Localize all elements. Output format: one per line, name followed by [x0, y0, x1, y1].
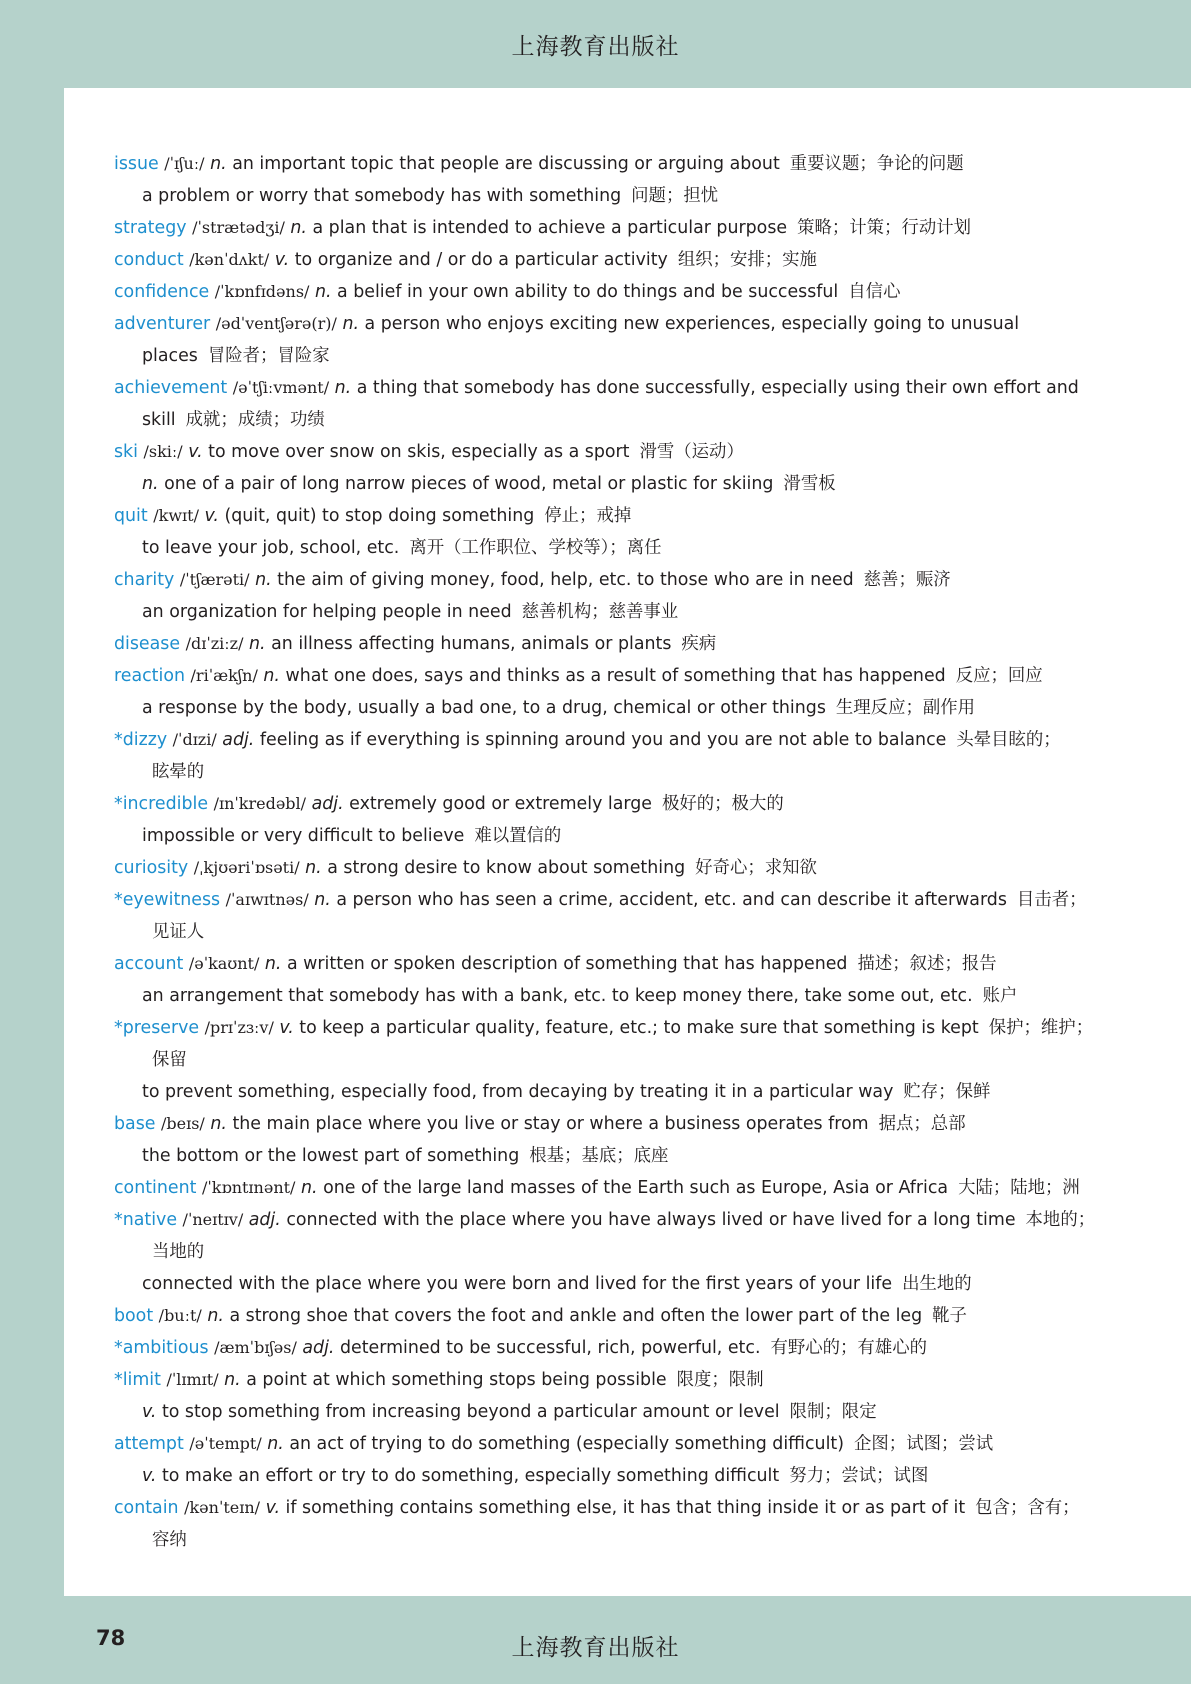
vocab-entry — [114, 244, 1124, 276]
headword: disease — [114, 634, 181, 654]
vocab-entry — [114, 1108, 1124, 1140]
vocab-entry — [114, 788, 1124, 820]
chinese-translation: 靴子 — [932, 1306, 967, 1326]
headword: *incredible — [114, 794, 209, 814]
chinese-translation: 自信心 — [848, 282, 901, 302]
part-of-speech: adj. — [311, 794, 344, 814]
vocabulary-list — [114, 148, 1124, 1556]
definition: connected with the place where you were born and lived for the first years of your life — [142, 1274, 893, 1294]
part-of-speech: adj. — [222, 730, 255, 750]
vocab-entry — [114, 628, 1124, 660]
part-of-speech: n. — [314, 282, 332, 302]
chinese-translation: 限度；限制 — [676, 1370, 764, 1390]
definition: an organization for helping people in need — [142, 602, 512, 622]
vocab-entry — [114, 564, 1124, 596]
phonetic: /əˈkaʊnt/ — [188, 954, 260, 973]
part-of-speech: v. — [188, 442, 203, 462]
definition: a thing that somebody has done successfully, especially using their own effort and — [356, 378, 1079, 398]
definition: places — [142, 346, 198, 366]
definition: a plan that is intended to achieve a particular purpose — [312, 218, 788, 238]
part-of-speech: v. — [142, 1402, 157, 1422]
vocab-entry — [114, 1492, 1124, 1524]
part-of-speech: v. — [265, 1498, 280, 1518]
vocab-entry — [114, 884, 1124, 916]
chinese-translation: 滑雪板 — [783, 474, 836, 494]
vocab-entry — [114, 148, 1124, 180]
phonetic: /ˈkɒntɪnənt/ — [201, 1178, 296, 1197]
chinese-translation: 有野心的；有雄心的 — [770, 1338, 927, 1358]
headword: strategy — [114, 218, 187, 238]
chinese-translation: 慈善；赈济 — [863, 570, 951, 590]
chinese-translation: 容纳 — [152, 1530, 187, 1550]
headword: continent — [114, 1178, 197, 1198]
definition: the aim of giving money, food, help, etc. to those who are in need — [277, 570, 854, 590]
headword: boot — [114, 1306, 154, 1326]
definition: to organize and / or do a particular activity — [294, 250, 668, 270]
chinese-translation: 贮存；保鲜 — [903, 1082, 991, 1102]
vocab-entry-continuation — [114, 1460, 1124, 1492]
definition: one of the large land masses of the Earth such as Europe, Asia or Africa — [323, 1178, 949, 1198]
headword: *preserve — [114, 1018, 200, 1038]
chinese-translation: 描述；叙述；报告 — [857, 954, 997, 974]
vocab-entry — [114, 1300, 1124, 1332]
chinese-translation: 极好的；极大的 — [661, 794, 784, 814]
vocab-entry — [114, 500, 1124, 532]
vocab-entry — [114, 276, 1124, 308]
definition: connected with the place where you have always lived or have lived for a long time — [286, 1210, 1016, 1230]
phonetic: /dɪˈziːz/ — [185, 634, 244, 653]
chinese-translation: 包含；含有； — [975, 1498, 1080, 1518]
chinese-translation: 疾病 — [681, 634, 717, 654]
chinese-translation: 限制；限定 — [789, 1402, 877, 1422]
chinese-translation: 离开（工作职位、学校等）；离任 — [409, 538, 662, 558]
chinese-translation: 滑雪（运动） — [639, 442, 744, 462]
vocab-entry — [114, 1012, 1124, 1044]
vocab-entry — [114, 660, 1124, 692]
vocab-entry-continuation — [114, 820, 1124, 852]
vocab-entry-continuation — [114, 404, 1124, 436]
part-of-speech: n. — [334, 378, 352, 398]
part-of-speech: v. — [204, 506, 219, 526]
vocab-entry — [114, 212, 1124, 244]
definition: impossible or very difficult to believe — [142, 826, 465, 846]
definition: a strong shoe that covers the foot and ankle and often the lower part of the leg — [229, 1306, 923, 1326]
chinese-translation: 慈善机构；慈善事业 — [521, 602, 679, 622]
phonetic: /ˈneɪtɪv/ — [182, 1210, 244, 1229]
definition: a response by the body, usually a bad one, to a drug, chemical or other things — [142, 698, 826, 718]
vocab-entry-continuation — [114, 532, 1124, 564]
chinese-translation: 见证人 — [152, 922, 205, 942]
definition: to leave your job, school, etc. — [142, 538, 400, 558]
definition: skill — [142, 410, 176, 430]
chinese-translation: 冒险者；冒险家 — [207, 346, 330, 366]
headword: quit — [114, 506, 148, 526]
headword: attempt — [114, 1434, 184, 1454]
headword: adventurer — [114, 314, 211, 334]
chinese-translation: 头晕目眩的； — [956, 730, 1061, 750]
part-of-speech: n. — [224, 1370, 241, 1390]
headword: issue — [114, 154, 159, 174]
chinese-translation: 难以置信的 — [474, 826, 562, 846]
definition: to make an effort or try to do something, especially something difficult — [161, 1466, 780, 1486]
part-of-speech: n. — [263, 666, 280, 686]
vocab-entry-continuation — [114, 916, 1124, 948]
vocab-entry-continuation — [114, 340, 1124, 372]
phonetic: /riˈækʃn/ — [190, 666, 258, 685]
part-of-speech: n. — [264, 954, 282, 974]
headword: achievement — [114, 378, 228, 398]
vocab-entry — [114, 1204, 1124, 1236]
phonetic: /ˈlɪmɪt/ — [166, 1370, 219, 1389]
phonetic: /ˈdɪzi/ — [172, 730, 217, 749]
headword: confidence — [114, 282, 210, 302]
chinese-translation: 组织；安排；实施 — [677, 250, 817, 270]
phonetic: /ˌkjʊəriˈɒsəti/ — [193, 858, 300, 877]
chinese-translation: 据点；总部 — [878, 1114, 966, 1134]
headword: conduct — [114, 250, 184, 270]
phonetic: /kwɪt/ — [153, 506, 199, 525]
chinese-translation: 反应；回应 — [955, 666, 1043, 686]
chinese-translation: 保留 — [152, 1050, 187, 1070]
chinese-translation: 成就；成绩；功绩 — [185, 410, 325, 430]
definition: what one does, says and thinks as a result of something that has happened — [285, 666, 946, 686]
definition: if something contains something else, it has that thing inside it or as part of it — [285, 1498, 966, 1518]
phonetic: /beɪs/ — [161, 1114, 205, 1133]
definition: (quit, quit) to stop doing something — [224, 506, 535, 526]
definition: one of a pair of long narrow pieces of wood, metal or plastic for skiing — [164, 474, 774, 494]
definition: to keep a particular quality, feature, etc.; to make sure that something is kept — [299, 1018, 979, 1038]
vocab-entry — [114, 308, 1124, 340]
chinese-translation: 本地的； — [1025, 1210, 1096, 1230]
phonetic: /əˈtʃiːvmənt/ — [232, 378, 330, 397]
chinese-translation: 眩晕的 — [152, 762, 205, 782]
definition: a person who has seen a crime, accident, etc. and can describe it afterwards — [336, 890, 1007, 910]
vocab-entry-continuation — [114, 1044, 1124, 1076]
part-of-speech: n. — [255, 570, 272, 590]
phonetic: /ədˈventʃərə(r)/ — [215, 314, 337, 333]
chinese-translation: 大陆；陆地；洲 — [958, 1178, 1080, 1198]
part-of-speech: n. — [314, 890, 331, 910]
part-of-speech: n. — [300, 1178, 318, 1198]
phonetic: /ˈstrætədʒi/ — [192, 218, 285, 237]
vocab-entry-continuation — [114, 180, 1124, 212]
definition: a belief in your own ability to do things and be successful — [337, 282, 839, 302]
part-of-speech: v. — [279, 1018, 294, 1038]
phonetic: /kənˈteɪn/ — [184, 1498, 261, 1517]
chinese-translation: 当地的 — [152, 1242, 205, 1262]
vocab-entry-continuation — [114, 1140, 1124, 1172]
vocab-entry — [114, 724, 1124, 756]
chinese-translation: 目击者； — [1016, 890, 1087, 910]
publisher-title: 上海教育出版社 — [511, 34, 680, 60]
chinese-translation: 停止；戒掉 — [544, 506, 632, 526]
definition: a point at which something stops being possible — [246, 1370, 667, 1390]
phonetic: /ɪnˈkredəbl/ — [213, 794, 307, 813]
phonetic: /æmˈbɪʃəs/ — [214, 1338, 297, 1357]
headword: *native — [114, 1210, 178, 1230]
phonetic: /ˈɪʃuː/ — [164, 154, 205, 173]
vocabulary-page — [64, 88, 1191, 1596]
vocab-entry — [114, 1364, 1124, 1396]
headword: *dizzy — [114, 730, 168, 750]
vocab-entry-continuation — [114, 692, 1124, 724]
definition: a person who enjoys exciting new experiences, especially going to unusual — [364, 314, 1020, 334]
publisher-title-footer: 上海教育出版社 — [511, 1635, 680, 1661]
headword: base — [114, 1114, 156, 1134]
part-of-speech: n. — [290, 218, 307, 238]
chinese-translation: 出生地的 — [902, 1274, 972, 1294]
phonetic: /əˈtempt/ — [189, 1434, 262, 1453]
chinese-translation: 好奇心；求知欲 — [695, 858, 817, 878]
definition: the main place where you live or stay or where a business operates from — [232, 1114, 869, 1134]
chinese-translation: 企图；试图；尝试 — [854, 1434, 994, 1454]
vocab-entry — [114, 948, 1124, 980]
vocab-entry-continuation — [114, 1076, 1124, 1108]
headword: reaction — [114, 666, 185, 686]
vocab-entry — [114, 1332, 1124, 1364]
definition: an arrangement that somebody has with a bank, etc. to keep money there, take some out, etc. — [142, 986, 973, 1006]
chinese-translation: 生理反应；副作用 — [835, 698, 976, 718]
definition: an act of trying to do something (especially something difficult) — [289, 1434, 845, 1454]
part-of-speech: n. — [210, 1114, 227, 1134]
vocab-entry — [114, 852, 1124, 884]
page-header — [0, 0, 1191, 88]
vocab-entry-continuation — [114, 980, 1124, 1012]
chinese-translation: 努力；尝试；试图 — [789, 1466, 929, 1486]
headword: account — [114, 954, 184, 974]
part-of-speech: n. — [210, 154, 227, 174]
page-footer — [0, 1596, 1191, 1684]
headword: contain — [114, 1498, 179, 1518]
definition: an illness affecting humans, animals or plants — [271, 634, 672, 654]
vocab-entry-continuation — [114, 1396, 1124, 1428]
definition: a problem or worry that somebody has with something — [142, 186, 622, 206]
definition: an important topic that people are discussing or arguing about — [232, 154, 780, 174]
vocab-entry-continuation — [114, 468, 1124, 500]
phonetic: /ˈtʃærəti/ — [179, 570, 250, 589]
part-of-speech: n. — [267, 1434, 284, 1454]
headword: curiosity — [114, 858, 189, 878]
phonetic: /ˈaɪwɪtnəs/ — [225, 890, 309, 909]
part-of-speech: adj. — [248, 1210, 281, 1230]
headword: *eyewitness — [114, 890, 221, 910]
definition: a strong desire to know about something — [327, 858, 686, 878]
phonetic: /buːt/ — [158, 1306, 202, 1325]
definition: to move over snow on skis, especially as a sport — [208, 442, 630, 462]
vocab-entry-continuation — [114, 1524, 1124, 1556]
chinese-translation: 问题；担忧 — [631, 186, 719, 206]
definition: a written or spoken description of something that has happened — [287, 954, 848, 974]
part-of-speech: n. — [305, 858, 322, 878]
headword: ski — [114, 442, 138, 462]
vocab-entry-continuation — [114, 1236, 1124, 1268]
definition: extremely good or extremely large — [349, 794, 652, 814]
vocab-entry-continuation — [114, 1268, 1124, 1300]
definition: to stop something from increasing beyond a particular amount or level — [161, 1402, 780, 1422]
part-of-speech: v. — [142, 1466, 157, 1486]
vocab-entry — [114, 1428, 1124, 1460]
headword: *ambitious — [114, 1338, 209, 1358]
page-number: 78 — [96, 1626, 126, 1650]
part-of-speech: adj. — [302, 1338, 335, 1358]
phonetic: /ˈkɒnfɪdəns/ — [214, 282, 310, 301]
chinese-translation: 策略；计策；行动计划 — [797, 218, 972, 238]
part-of-speech: n. — [207, 1306, 224, 1326]
definition: feeling as if everything is spinning around you and you are not able to balance — [259, 730, 947, 750]
vocab-entry-continuation — [114, 596, 1124, 628]
phonetic: /kənˈdʌkt/ — [189, 250, 270, 269]
chinese-translation: 账户 — [982, 986, 1018, 1006]
headword: *limit — [114, 1370, 161, 1390]
phonetic: /skiː/ — [143, 442, 183, 461]
definition: determined to be successful, rich, powerful, etc. — [339, 1338, 761, 1358]
definition: the bottom or the lowest part of something — [142, 1146, 520, 1166]
vocab-entry — [114, 372, 1124, 404]
chinese-translation: 保护；维护； — [988, 1018, 1094, 1038]
part-of-speech: v. — [274, 250, 290, 270]
part-of-speech: n. — [342, 314, 359, 334]
part-of-speech: n. — [142, 474, 159, 494]
headword: charity — [114, 570, 175, 590]
definition: to prevent something, especially food, from decaying by treating it in a particular way — [142, 1082, 894, 1102]
vocab-entry — [114, 436, 1124, 468]
vocab-entry-continuation — [114, 756, 1124, 788]
part-of-speech: n. — [249, 634, 266, 654]
vocab-entry — [114, 1172, 1124, 1204]
phonetic: /prɪˈzɜːv/ — [204, 1018, 274, 1037]
chinese-translation: 重要议题；争论的问题 — [789, 154, 964, 174]
chinese-translation: 根基；基底；底座 — [529, 1146, 669, 1166]
